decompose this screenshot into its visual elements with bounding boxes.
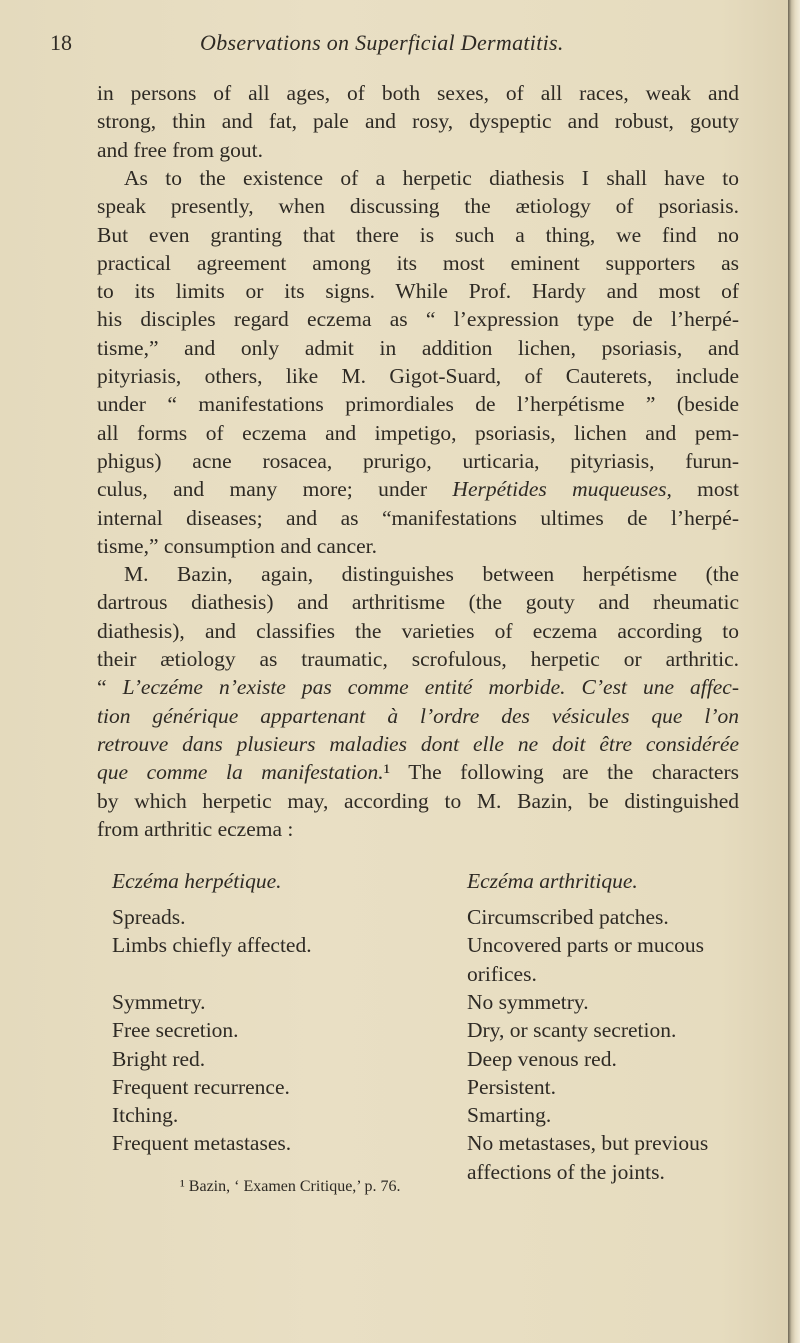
- right-column-item: No symmetry.: [467, 989, 589, 1014]
- text-segment: que comme la manifestation.: [97, 760, 384, 785]
- text-line: [97, 222, 739, 248]
- text-line: [97, 137, 739, 163]
- text-line: [97, 703, 739, 729]
- text-segment: “: [97, 675, 123, 700]
- text-segment: practical agreement among its most eminent supporters as: [97, 250, 739, 275]
- text-segment: pityriasis, others, like M. Gigot-Suard, of Cauterets, include: [97, 364, 739, 388]
- text-line: [97, 505, 739, 531]
- right-column-item: affections of the joints.: [467, 1159, 665, 1184]
- text-segment: in persons of all ages, of both sexes, of all races, weak and: [97, 81, 739, 105]
- text-segment: their ætiology as traumatic, scrofulous, herpetic or arthritic.: [97, 647, 739, 671]
- text-line: [124, 165, 739, 191]
- left-column-item: Free secretion.: [112, 1018, 239, 1043]
- text-line: [97, 816, 739, 842]
- text-line: [97, 80, 739, 106]
- text-segment: diathesis), and classifies the varieties of eczema according to: [97, 618, 739, 643]
- left-column-item: Itching.: [112, 1103, 179, 1128]
- running-title: Observations on Superficial Dermatitis.: [200, 30, 564, 55]
- text-segment: As to the existence of a herpetic diathesis I shall have to: [124, 165, 739, 190]
- text-line: [97, 278, 739, 304]
- text-segment: strong, thin and fat, pale and rosy, dyspeptic and robust, gouty: [97, 109, 739, 134]
- text-line: [97, 589, 739, 615]
- text-line: [97, 448, 739, 474]
- text-segment: and free from gout.: [97, 137, 263, 162]
- text-segment: tisme,” and only admit in addition lichen, psoriasis, and: [97, 335, 739, 360]
- text-segment: Herpétides muqueuses,: [452, 477, 672, 502]
- text-line: [97, 363, 739, 389]
- text-segment: from arthritic eczema :: [97, 816, 294, 841]
- text-segment: ¹ The following are the characters: [383, 760, 739, 785]
- right-column-item: Circumscribed patches.: [467, 905, 669, 929]
- right-column-item: No metastases, but previous: [467, 1131, 709, 1156]
- text-segment: culus, and many more; under: [97, 477, 453, 502]
- right-column-item: Uncovered parts or mucous: [467, 933, 705, 958]
- text-line: [124, 561, 739, 587]
- text-segment: most: [671, 477, 739, 502]
- text-segment: by which herpetic may, according to M. Bazin, be distinguished: [97, 788, 739, 813]
- left-column-item: Spreads.: [112, 905, 186, 929]
- left-heading: Eczéma herpétique.: [112, 869, 282, 893]
- left-column-item: Bright red.: [112, 1046, 206, 1071]
- text-segment: phigus) acne rosacea, prurigo, urticaria, pityriasis, furun-: [97, 448, 739, 473]
- text-line: [97, 391, 739, 417]
- text-line: [97, 759, 739, 785]
- text-line: [97, 618, 739, 644]
- text-segment: But even granting that there is such a thing, we find no: [97, 222, 739, 247]
- footnote: ¹ Bazin, ‘ Examen Critique,’ p. 76.: [180, 1178, 401, 1195]
- right-column-item: Deep venous red.: [467, 1046, 617, 1071]
- text-line: [97, 731, 739, 757]
- text-segment: all forms of eczema and impetigo, psoriasis, lichen and pem-: [97, 420, 739, 445]
- text-segment: speak presently, when discussing the ætiology of psoriasis.: [97, 194, 739, 219]
- text-segment: tion générique appartenant à l’ordre des vésicules que l’on: [97, 703, 739, 728]
- text-line: [97, 533, 739, 559]
- text-segment: tisme,” consumption and cancer.: [97, 533, 378, 558]
- text-line: [97, 646, 739, 672]
- text-segment: his disciples regard eczema as “ l’expression type de l’herpé-: [97, 307, 739, 332]
- right-column-item: Dry, or scanty secretion.: [467, 1018, 677, 1043]
- text-line: [97, 788, 739, 814]
- text-line: [97, 108, 739, 134]
- text-line: [97, 335, 739, 361]
- right-heading: Eczéma arthritique.: [467, 869, 638, 893]
- text-line: [97, 674, 739, 700]
- text-segment: under “ manifestations primordiales de l’herpétisme ” (beside: [97, 392, 739, 417]
- text-line: [97, 476, 739, 502]
- text-segment: M. Bazin, again, distinguishes between herpétisme (the: [124, 562, 739, 587]
- page-number: 18: [50, 30, 72, 55]
- right-column-item: Persistent.: [467, 1074, 556, 1099]
- text-segment: L’eczéme n’existe pas comme entité morbide. C’est une affec-: [122, 675, 739, 700]
- text-segment: dartrous diathesis) and arthritisme (the gouty and rheumatic: [97, 590, 739, 615]
- text-segment: internal diseases; and as “manifestations ultimes de l’herpé-: [97, 505, 739, 530]
- text-line: [97, 420, 739, 446]
- text-line: [97, 193, 739, 219]
- right-column-item: orifices.: [467, 961, 537, 986]
- left-column-item: Frequent recurrence.: [112, 1074, 290, 1099]
- right-column-item: Smarting.: [467, 1103, 552, 1128]
- left-column-item: Frequent metastases.: [112, 1131, 292, 1156]
- book-edge: [788, 0, 800, 1343]
- text-segment: retrouve dans plusieurs maladies dont elle ne doit être considérée: [97, 731, 739, 756]
- left-column-item: Symmetry.: [112, 989, 206, 1014]
- text-line: [97, 306, 739, 332]
- left-column-item: Limbs chiefly affected.: [112, 933, 312, 958]
- text-line: [97, 250, 739, 276]
- text-segment: to its limits or its signs. While Prof. Hardy and most of: [97, 279, 739, 304]
